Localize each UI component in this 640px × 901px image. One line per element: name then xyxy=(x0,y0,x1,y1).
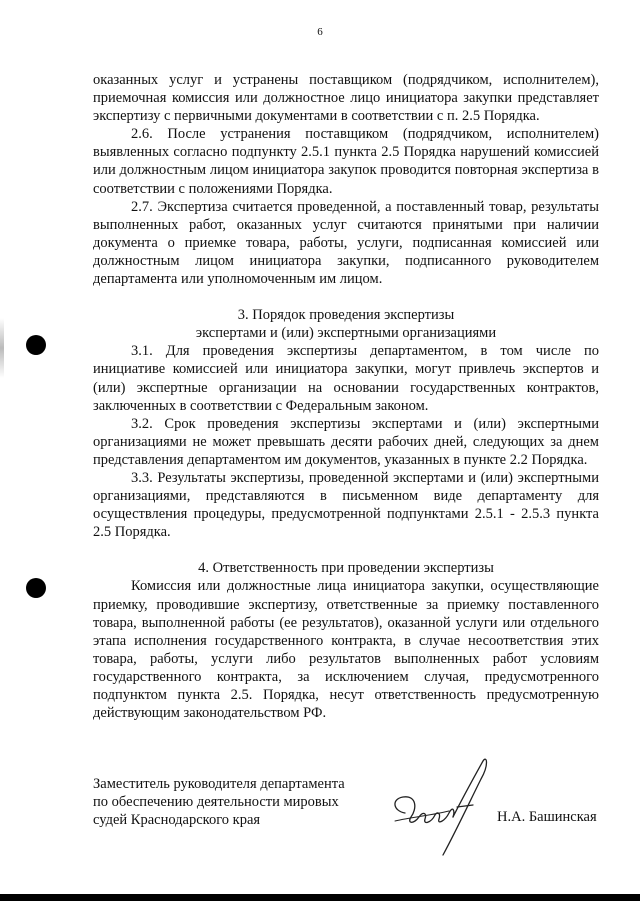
spacer xyxy=(93,288,599,306)
section-3-heading-line2: экспертами и (или) экспертными организациями xyxy=(195,325,497,342)
section-4-heading: 4. Ответственность при проведении экспертизы xyxy=(198,560,494,577)
spacer xyxy=(93,541,599,559)
signer-position-line1: Заместитель руководителя департамента xyxy=(93,776,345,792)
paragraph-3-2: 3.2. Срок проведения экспертизы экспертами и (или) экспертными организациями не может превышать десяти рабочих дней, следующих за днем представления департаментом им документов, указанных в пункте 2.2 Порядка. xyxy=(93,415,599,468)
handwritten-signature xyxy=(383,751,493,861)
scan-bottom-edge xyxy=(0,894,640,901)
page-number: 6 xyxy=(317,26,323,38)
signer-position-line3: судей Краснодарского края xyxy=(93,812,261,829)
section-3-heading-line1: 3. Порядок проведения экспертизы xyxy=(237,307,455,324)
paragraph-4: Комиссия или должностные лица инициатора закупки, осуществляющие приемку, проводившие экспертизу, ответственные за приемку поставленного товара, выполненной работы (ее результатов), оказанной услуги или отдельного этапа исполнения государственного контракта, в случае несоответствия этих товара, работы, услуги либо результатов выполненных работ условиям государственного контракта, за исключением случая, предусмотренного подпунктом пункта 2.5. Порядка, несут ответственность предусмотренную действующим законодательством РФ. xyxy=(93,578,599,722)
paragraph-continuation: оказанных услуг и устранены поставщиком (подрядчиком, исполнителем), приемочная комиссия или должностное лицо инициатора закупки представляет экспертизу с первичными документами в соответствии с п. 2.5 Порядка. xyxy=(93,72,599,125)
paragraph-2-7: 2.7. Экспертиза считается проведенной, а поставленный товар, результаты выполненных работ, оказанных услуг считаются принятыми при наличии документа о приемке товара, работы, услуги, подписанная комиссией или должностным лицом инициатора закупки, подписанного руководителем департамента или уполномоченным им лицом. xyxy=(93,198,599,288)
signature-block xyxy=(93,775,613,829)
document-body xyxy=(93,71,599,722)
paragraph-3-3: 3.3. Результаты экспертизы, проведенной экспертами и (или) экспертными организациями, представляются в письменном виде департаменту для осуществления процедуры, предусмотренной подпунктами 2.5.1 - 2.5.3 пункта 2.5 Порядка. xyxy=(93,469,599,541)
signer-name: Н.А. Башинская xyxy=(497,809,597,825)
punch-hole-bottom xyxy=(26,578,46,598)
scan-edge-shadow xyxy=(0,318,4,378)
signer-position-line2: по обеспечению деятельности мировых xyxy=(93,794,339,811)
paragraph-2-6: 2.6. После устранения поставщиком (подрядчиком, исполнителем) выявленных согласно подпункту 2.5.1 пункта 2.5 Порядка нарушений комиссией или должностным лицом инициатора закупок проводится повторная экспертиза в соответствии с положениями Порядка. xyxy=(93,126,599,197)
paragraph-3-1: 3.1. Для проведения экспертизы департаментом, в том числе по инициативе комиссией или инициатора закупки, могут привлечь экспертов и (или) экспертные организации на основании государственных контрактов, заключенных в соответствии с Федеральным законом. xyxy=(93,343,599,414)
punch-hole-top xyxy=(26,335,46,355)
